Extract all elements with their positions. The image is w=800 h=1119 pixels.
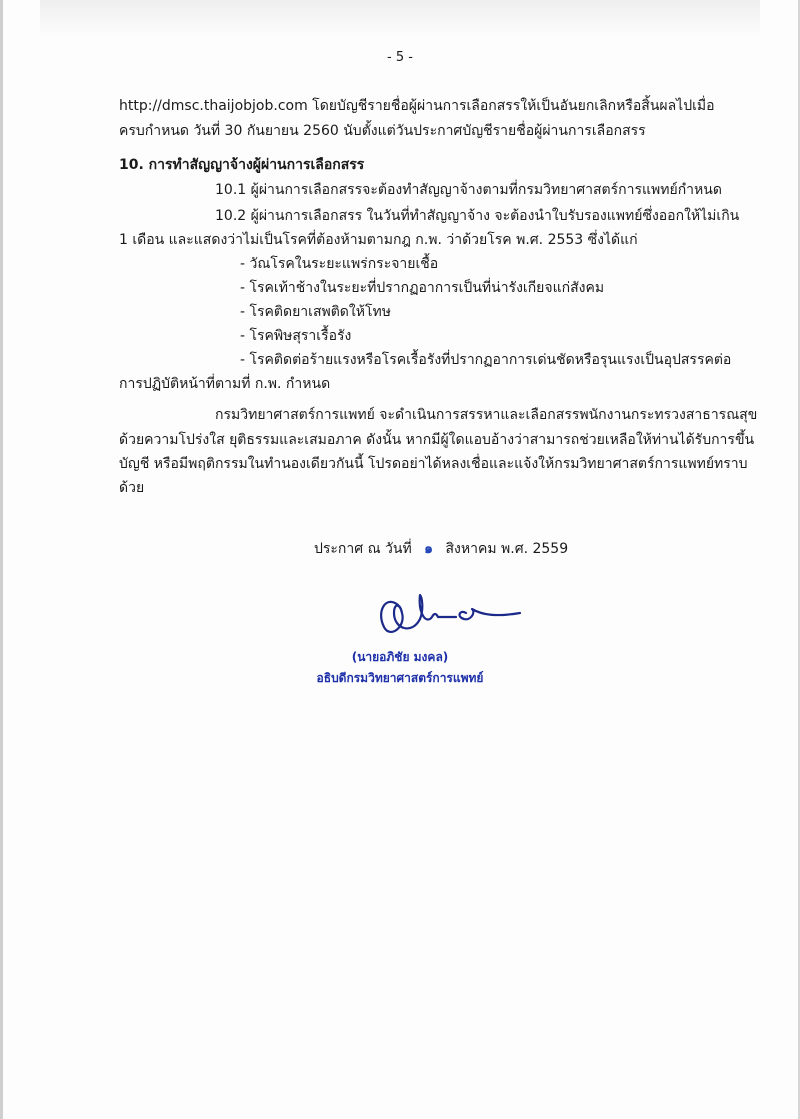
handwritten-signature: [372, 583, 522, 643]
page-number: - 5 -: [387, 50, 413, 65]
disease-list-item: - โรคพิษสุราเรื้อรัง: [240, 328, 352, 344]
announcement-suffix: สิงหาคม พ.ศ. 2559: [445, 541, 569, 557]
signatory-title: อธิบดีกรมวิทยาศาสตร์การแพทย์: [316, 671, 484, 685]
signatory-name: (นายอภิชัย มงคล): [351, 650, 449, 664]
scan-edge: [0, 0, 3, 1119]
warning-line-3: บัญชี หรือมีพฤติกรรมในทำนองเดียวกันนี้ โปรดอย่าได้หลงเชื่อและแจ้งให้กรมวิทยาศาสตร์การแพทย์ทราบ: [119, 456, 748, 472]
warning-line-1: กรมวิทยาศาสตร์การแพทย์ จะดำเนินการสรรหาและเลือกสรรพนักงานกระทรวงสาธารณสุข: [215, 407, 758, 423]
section-10-item-2-line-1: 10.2 ผู้ผ่านการเลือกสรร ในวันที่ทำสัญญาจ้าง จะต้องนำใบรับรองแพทย์ซึ่งออกให้ไม่เกิน: [215, 208, 740, 224]
warning-line-4: ด้วย: [119, 480, 145, 496]
warning-line-2: ด้วยความโปร่งใส ยุติธรรมและเสมอภาค ดังนั้น หากมีผู้ใดแอบอ้างว่าสามารถช่วยเหลือให้ท่านได้รับการขึ้น: [119, 432, 755, 448]
intro-line-2: ครบกำหนด วันที่ 30 กันยายน 2560 นับตั้งแต่วันประกาศบัญชีรายชื่อผู้ผ่านการเลือกสรร: [119, 123, 646, 139]
section-10-item-1: 10.1 ผู้ผ่านการเลือกสรรจะต้องทำสัญญาจ้างตามที่กรมวิทยาศาสตร์การแพทย์กำหนด: [215, 182, 722, 198]
announcement-day: ๑: [424, 541, 434, 557]
disease-list-item: - โรคเท้าช้างในระยะที่ปรากฏอาการเป็นที่น่ารังเกียจแก่สังคม: [240, 280, 605, 296]
disease-list-item: - วัณโรคในระยะแพร่กระจายเชื้อ: [240, 256, 439, 272]
section-10-heading: 10. การทำสัญญาจ้างผู้ผ่านการเลือกสรร: [119, 157, 365, 173]
intro-line-1: http://dmsc.thaijobjob.com โดยบัญชีรายชื่อผู้ผ่านการเลือกสรรให้เป็นอันยกเลิกหรือสิ้นผลไปเมื่อ: [119, 98, 715, 114]
announcement-prefix: ประกาศ ณ วันที่: [314, 541, 412, 557]
announcement-date: [314, 539, 568, 559]
disease-list-tail: การปฏิบัติหน้าที่ตามที่ ก.พ. กำหนด: [119, 376, 331, 392]
section-10-item-2-line-2: 1 เดือน และแสดงว่าไม่เป็นโรคที่ต้องห้ามตามกฎ ก.พ. ว่าด้วยโรค พ.ศ. 2553 ซึ่งได้แก่: [119, 232, 638, 248]
disease-list-item: - โรคติดยาเสพติดให้โทษ: [240, 304, 391, 320]
disease-list-item: - โรคติดต่อร้ายแรงหรือโรคเรื้อรังที่ปรากฏอาการเด่นชัดหรือรุนแรงเป็นอุปสรรคต่อ: [240, 352, 732, 368]
scan-shadow: [40, 0, 760, 36]
